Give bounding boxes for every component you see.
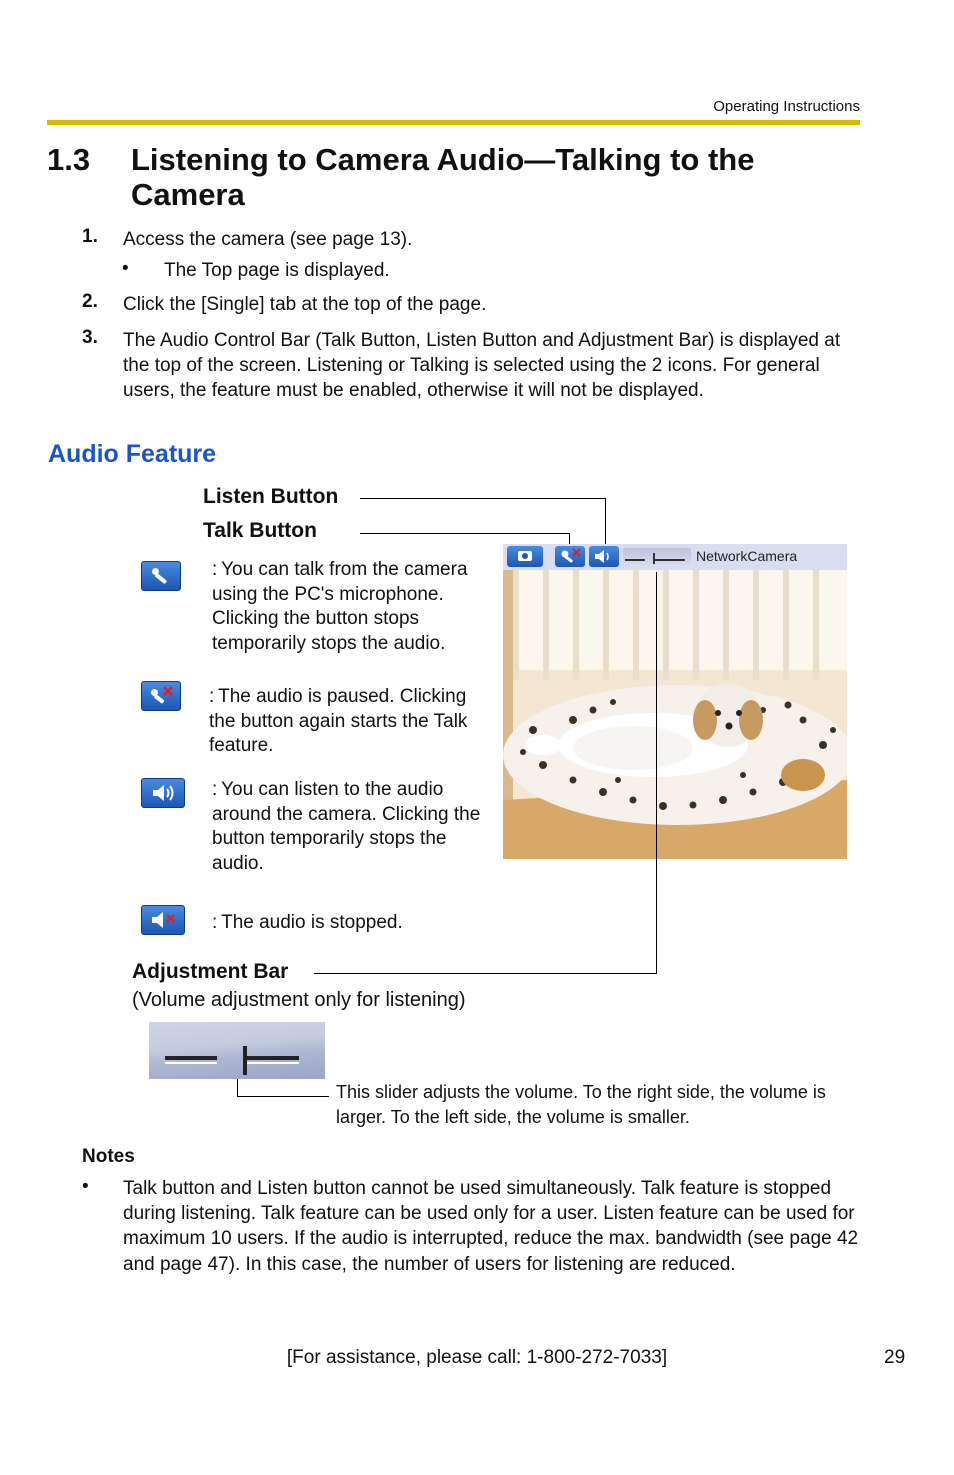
- step-text-3: The Audio Control Bar (Talk Button, Listen Button and Adjustment Bar) is displayed at the top of the screen. Listening or Talking is selected using the 2 icons. For general users, the feature must be enabled, otherwise it will not be displayed.: [123, 330, 841, 401]
- adjustment-bar[interactable]: [623, 548, 691, 566]
- step-text-2: Click the [Single] tab at the top of the page.: [123, 294, 487, 315]
- volume-slider-enlarged[interactable]: [149, 1022, 325, 1079]
- talk-button[interactable]: [555, 546, 585, 567]
- dog-photo: [503, 570, 847, 859]
- note-item: Talk button and Listen button cannot be used simultaneously. Talk feature is stopped during listening. Talk feature can be used only for a user. Listen feature can be used for maximum 10 users. If the audio is interrupted, reduce the max. bandwidth (see page 42 and page 47). In this case, the number of users for listening are reduced.: [123, 1178, 859, 1275]
- listen-button[interactable]: [589, 546, 619, 567]
- section-number: 1.3: [47, 142, 91, 177]
- microphone-muted-icon[interactable]: [141, 681, 181, 711]
- header-rule: [47, 120, 860, 125]
- talk-button-label: Talk Button: [203, 519, 317, 542]
- audio-feature-heading: Audio Feature: [48, 440, 217, 468]
- adjustment-bar-note: (Volume adjustment only for listening): [132, 989, 466, 1011]
- adjustment-callout-line: [314, 973, 657, 974]
- speaker-icon[interactable]: [141, 778, 185, 808]
- slider-track-left-highlight: [165, 1062, 217, 1064]
- slider-callout-drop: [237, 1079, 238, 1097]
- slider-track-right: [247, 1056, 299, 1060]
- microphone-muted-description: : The audio is paused. Clicking the button again starts the Talk feature.: [209, 686, 468, 756]
- speaker-muted-icon[interactable]: [141, 905, 185, 935]
- camera-view: [503, 544, 847, 859]
- camera-snapshot-icon[interactable]: [507, 546, 543, 567]
- speaker-description: : You can listen to the audio around the camera. Clicking the button temporarily stops the audio.: [212, 779, 481, 874]
- talk-callout-line: [360, 533, 570, 534]
- step-1-bullet: The Top page is displayed.: [164, 260, 390, 281]
- slider-description: This slider adjusts the volume. To the right side, the volume is larger. To the left side, the volume is smaller.: [336, 1082, 826, 1127]
- step-number-3: 3.: [82, 327, 98, 348]
- notes-title: Notes: [82, 1146, 135, 1167]
- bullet-marker: •: [122, 258, 129, 279]
- step-text-1: Access the camera (see page 13).: [123, 229, 413, 250]
- slider-track-right-highlight: [247, 1062, 299, 1064]
- note-bullet-marker: •: [82, 1176, 89, 1197]
- step-number-1: 1.: [82, 226, 98, 247]
- slider-callout-line: [237, 1096, 329, 1097]
- slider-track-left: [165, 1056, 217, 1060]
- adjustment-bar-label: Adjustment Bar: [132, 960, 289, 983]
- microphone-description: : You can talk from the camera using the PC's microphone. Clicking the button stops temporarily stops the audio.: [212, 559, 468, 654]
- speaker-muted-description: : The audio is stopped.: [212, 912, 403, 933]
- page-number: 29: [884, 1347, 906, 1368]
- listen-callout-drop: [605, 498, 606, 546]
- adjustment-callout-drop: [656, 572, 657, 974]
- running-header: Operating Instructions: [713, 98, 860, 115]
- footer-assistance: [For assistance, please call: 1-800-272-7033]: [286, 1347, 668, 1368]
- listen-callout-line: [360, 498, 606, 499]
- section-title: Listening to Camera Audio—Talking to the Camera: [131, 142, 755, 212]
- step-number-2: 2.: [82, 291, 98, 312]
- slider-thumb[interactable]: [243, 1046, 247, 1075]
- camera-window-title: NetworkCamera: [696, 548, 798, 564]
- microphone-icon[interactable]: [141, 561, 181, 591]
- listen-button-label: Listen Button: [203, 485, 339, 508]
- audio-control-bar: [503, 544, 847, 570]
